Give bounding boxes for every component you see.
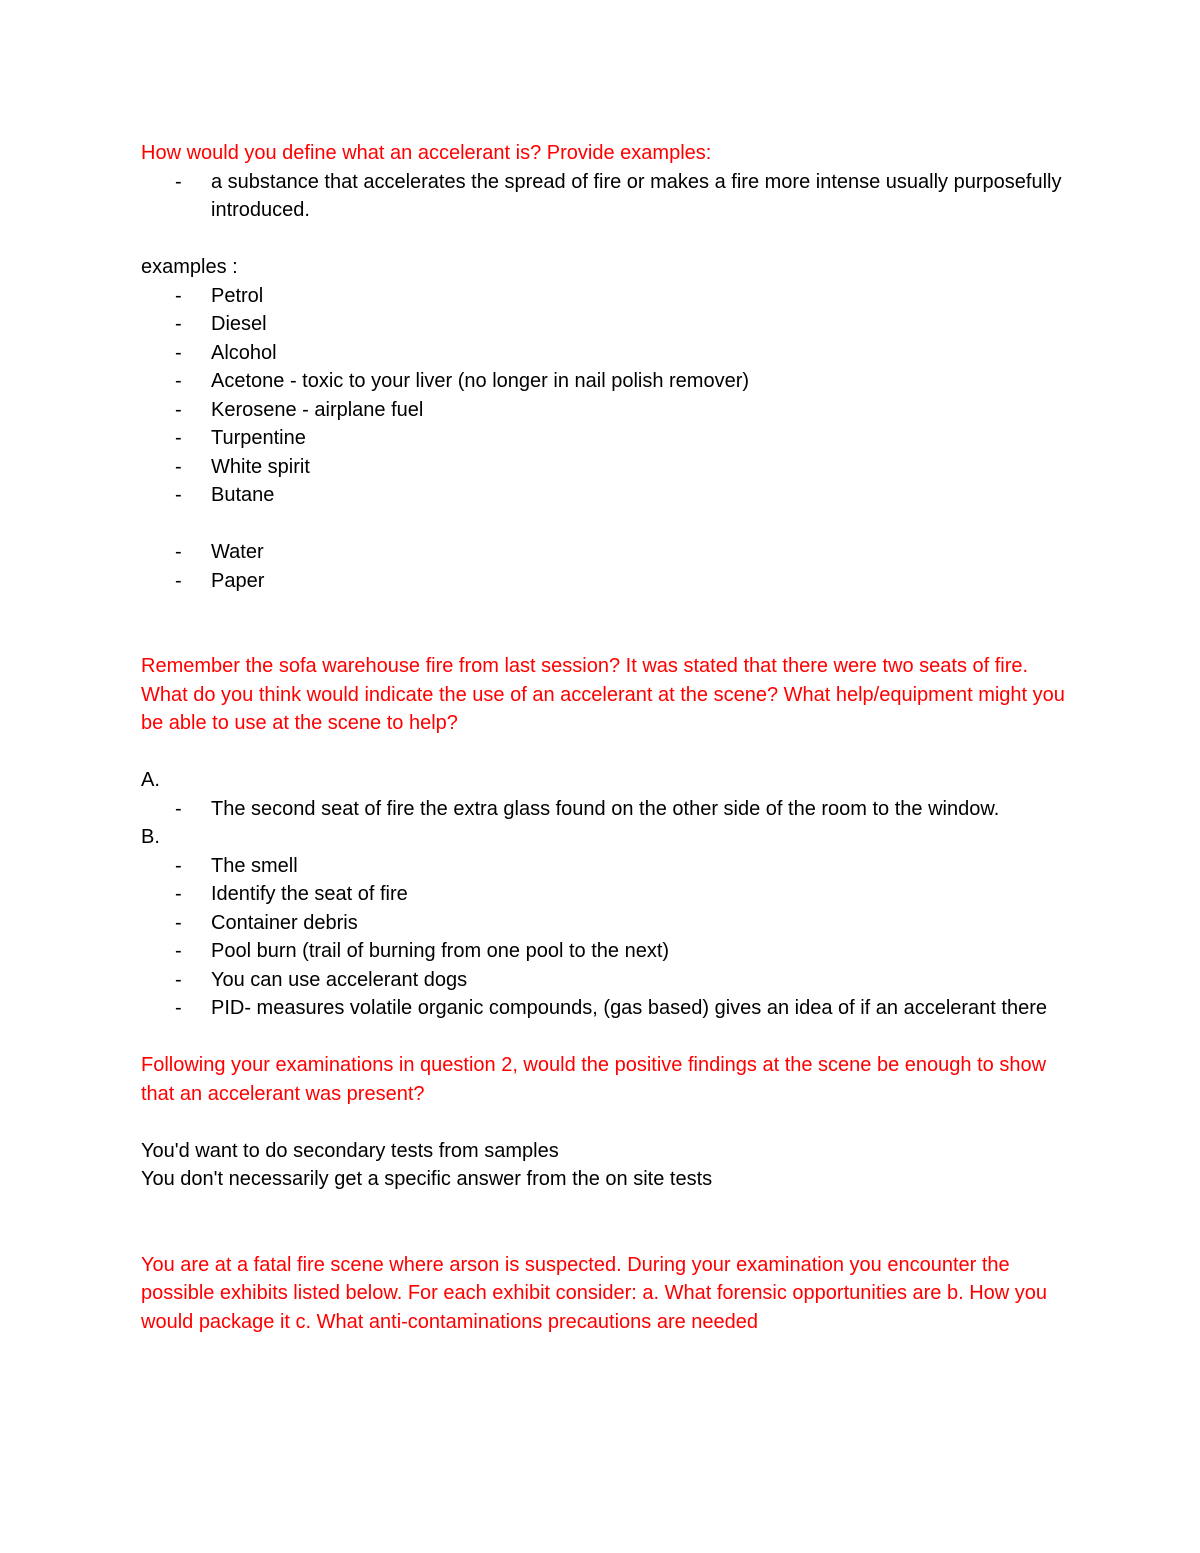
definition-text: a substance that accelerates the spread of fire or makes a fire more intense usually purposefully introduced.	[211, 170, 1062, 221]
question-4: You are at a fatal fire scene where arson is suspected. During your examination you encounter the possible exhibits listed below. For each exhibit consider: a. What forensic opportunities are b. How you would package it c. What anti-contaminations precautions are needed	[141, 1253, 1048, 1333]
list-item-text: Kerosene - airplane fuel	[211, 398, 424, 421]
list-item-text: Diesel	[211, 313, 267, 335]
part-b-list	[141, 852, 1071, 1023]
answer-line: You don't necessarily get a specific answer from the on site tests	[141, 1168, 713, 1190]
non-examples-list	[141, 538, 1071, 595]
list-item	[141, 852, 1071, 881]
list-item	[141, 453, 1071, 482]
part-b-label: B.	[141, 826, 160, 848]
examples-list	[141, 282, 1071, 510]
list-dash: -	[175, 883, 182, 905]
list-item-text: The second seat of fire the extra glass found on the other side of the room to the window.	[211, 797, 1000, 820]
list-item	[141, 994, 1071, 1023]
list-item	[141, 424, 1071, 453]
list-item-text: Paper	[211, 569, 265, 592]
list-dash: -	[175, 398, 182, 421]
list-item	[141, 538, 1071, 567]
list-item-text: White spirit	[211, 455, 310, 478]
examples-label: examples :	[141, 256, 238, 278]
question-1: How would you define what an accelerant is? Provide examples:	[141, 142, 712, 164]
list-item-text: Alcohol	[211, 341, 277, 364]
list-dash: -	[175, 313, 182, 335]
list-item-text: Butane	[211, 484, 275, 506]
list-item-text: Acetone - toxic to your liver (no longer in nail polish remover)	[211, 370, 750, 392]
list-item-text: Petrol	[211, 284, 264, 307]
question-2: Remember the sofa warehouse fire from last session? It was stated that there were two seats of fire. What do you think would indicate the use of an accelerant at the scene? What help/equipment might you be able to use at the scene to help?	[141, 655, 1065, 734]
definition-list	[141, 168, 1071, 225]
list-item	[141, 310, 1071, 339]
part-a-label: A.	[141, 769, 160, 791]
list-dash: -	[175, 797, 182, 820]
list-item	[141, 396, 1071, 425]
question-3: Following your examinations in question 2, would the positive findings at the scene be enough to show that an accelerant was present?	[141, 1054, 1047, 1105]
list-dash: -	[175, 968, 182, 991]
list-dash: -	[175, 940, 182, 962]
list-item-text: The smell	[211, 854, 298, 877]
list-item-text: PID- measures volatile organic compounds, (gas based) gives an idea of if an accelerant there	[211, 997, 1048, 1019]
list-dash: -	[175, 569, 182, 592]
list-item-text: Pool burn (trail of burning from one pool to the next)	[211, 940, 670, 962]
list-dash: -	[175, 284, 182, 307]
list-item	[141, 168, 1071, 225]
list-item-text: Water	[211, 541, 264, 563]
list-item-text: Identify the seat of fire	[211, 883, 408, 905]
list-item-text: Turpentine	[211, 427, 306, 449]
list-item-text: You can use accelerant dogs	[211, 968, 468, 991]
list-dash: -	[175, 370, 182, 392]
list-dash: -	[175, 997, 182, 1019]
list-item	[141, 909, 1071, 938]
list-item	[141, 339, 1071, 368]
answer-line: You'd want to do secondary tests from samples	[141, 1139, 559, 1162]
list-dash: -	[175, 427, 182, 449]
list-dash: -	[175, 541, 182, 563]
list-dash: -	[175, 484, 182, 506]
list-dash: -	[175, 341, 182, 364]
document-body	[141, 139, 1071, 1336]
list-item-text: Container debris	[211, 911, 358, 934]
list-item	[141, 795, 1071, 824]
list-dash: -	[175, 854, 182, 877]
list-item	[141, 567, 1071, 596]
part-a-list	[141, 795, 1071, 824]
list-item	[141, 937, 1071, 966]
list-item	[141, 880, 1071, 909]
list-item	[141, 966, 1071, 995]
list-item	[141, 367, 1071, 396]
list-dash: -	[175, 911, 182, 934]
list-dash: -	[175, 170, 182, 193]
list-dash: -	[175, 455, 182, 478]
list-item	[141, 282, 1071, 311]
list-item	[141, 481, 1071, 510]
